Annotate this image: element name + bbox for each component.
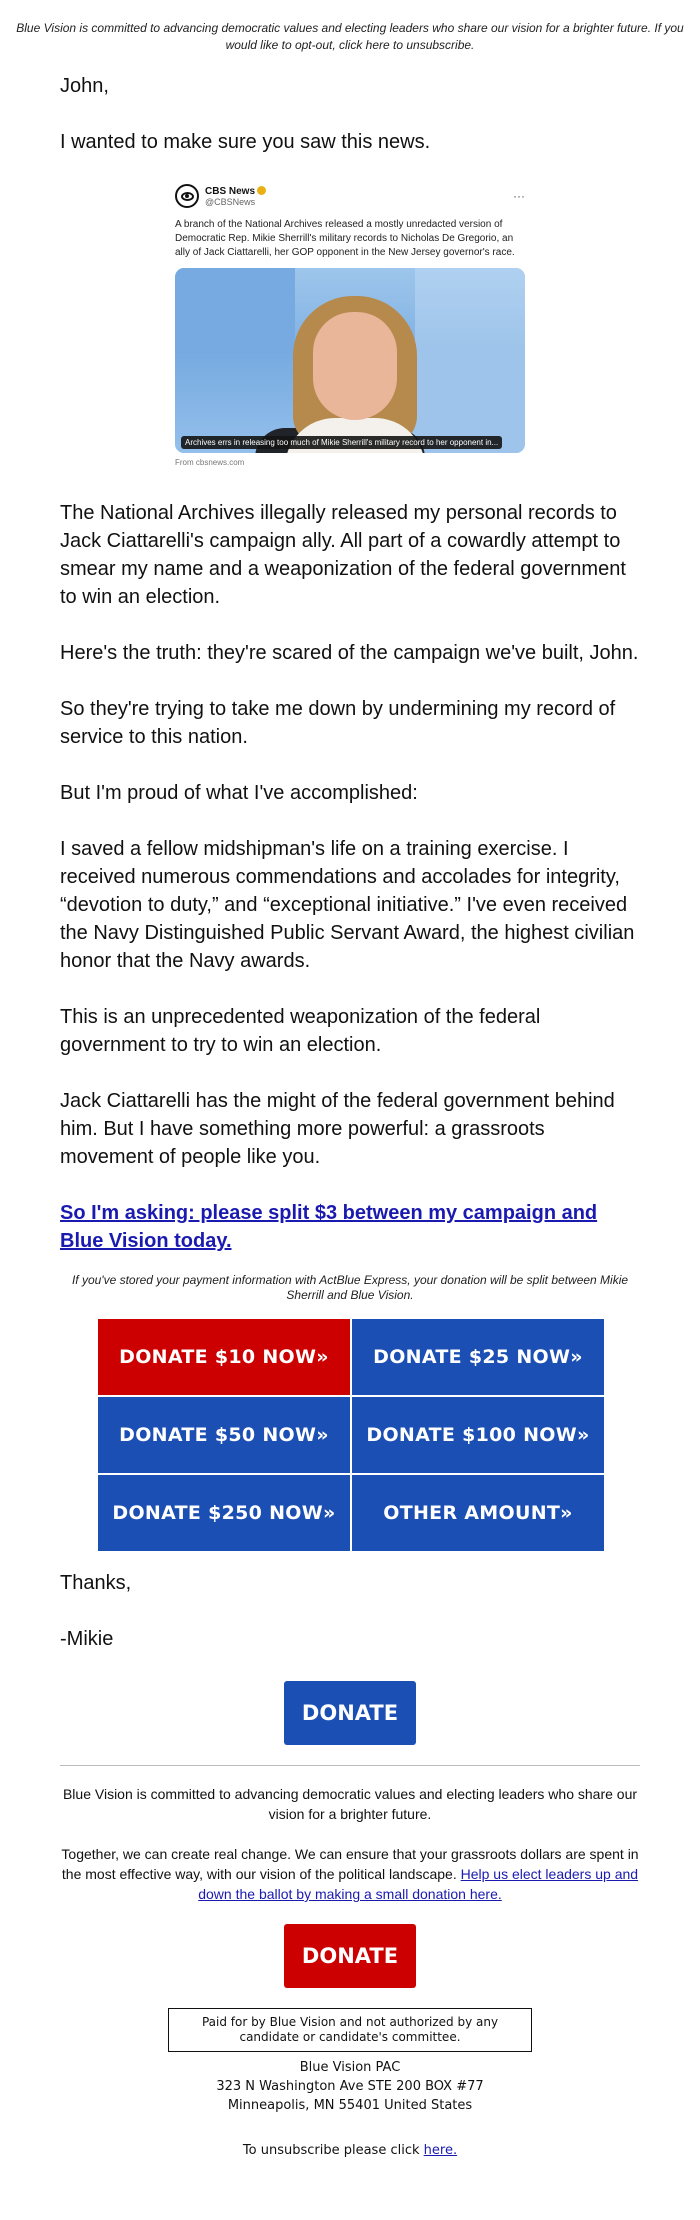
greeting: John, (60, 75, 109, 97)
body-paragraph: I saved a fellow midshipman's life on a training exercise. I received numerous commendations and accolades for integrity, “devotion to duty,” and “exceptional initiative.” I've even received the Navy Distinguished Public Servant Award, the highest civilian honor that the Navy awards. (60, 838, 635, 972)
body-paragraph: Jack Ciattarelli has the might of the federal government behind him. But I have something more powerful: a grassroots movement of people like you. (60, 1090, 615, 1168)
body-paragraph: The National Archives illegally released my personal records to Jack Ciattarelli's campaign ally. All part of a cowardly attempt to smear my name and a weaponization of the federal government to win an election. (60, 502, 626, 608)
embedded-post[interactable] (175, 184, 525, 467)
body-paragraph: But I'm proud of what I've accomplished: (60, 782, 418, 804)
intro-paragraph: I wanted to make sure you saw this news. (60, 131, 431, 153)
donate-button-grid (98, 1319, 602, 1551)
post-account-handle: @CBSNews (205, 196, 256, 207)
verified-badge-icon (257, 186, 266, 195)
post-image[interactable] (175, 268, 525, 453)
address-line: 323 N Washington Ave STE 200 BOX #77 (216, 2079, 484, 2094)
donate-25-button[interactable]: DONATE $25 NOW» (352, 1319, 604, 1395)
donate-50-button[interactable]: DONATE $50 NOW» (98, 1397, 350, 1473)
more-options-icon[interactable]: ··· (513, 189, 525, 203)
post-text: A branch of the National Archives released a mostly unredacted version of Democratic Rep. Mikie Sherrill's military records to Nicholas De Gregorio, an ally of Jack Ciattarelli, her GOP opponent in the New Jersey governor's race. (175, 219, 515, 258)
signoff: Thanks, (60, 1572, 132, 1594)
preheader: Blue Vision is committed to advancing democratic values and electing leaders who share our vision for a brighter future. If you would like to opt-out, click here to unsubscribe. (16, 21, 684, 52)
address-line: Minneapolis, MN 55401 United States (227, 2098, 473, 2113)
footer-mission: Blue Vision is committed to advancing democratic values and electing leaders who share our vision for a brighter future. (62, 1786, 638, 1822)
donate-100-button[interactable]: DONATE $100 NOW» (352, 1397, 604, 1473)
footer-donate-link[interactable]: Help us elect leaders up and down the ballot by making a small donation here. (198, 1866, 639, 1902)
donate-250-button[interactable]: DONATE $250 NOW» (98, 1475, 350, 1551)
divider (60, 1765, 640, 1766)
donate-10-button[interactable]: DONATE $10 NOW» (98, 1319, 350, 1395)
paid-for-by-box: Paid for by Blue Vision and not authorized by any candidate or candidate's committee. (168, 2008, 532, 2052)
other-amount-button[interactable]: OTHER AMOUNT» (352, 1475, 604, 1551)
footer-together: Together, we can create real change. We can ensure that your grassroots dollars are spent in the most effective way, with our vision of the political landscape. Help us elect leaders up and down the ballot by making a small donation here. (61, 1846, 639, 1902)
cbs-eye-icon (175, 184, 199, 208)
image-caption: Archives errs in releasing too much of Mikie Sherrill's military record to her opponent in... (181, 436, 502, 449)
body-paragraph: Here's the truth: they're scared of the campaign we've built, John. (60, 642, 639, 664)
mailing-address (60, 2058, 640, 2115)
body-paragraph: This is an unprecedented weaponization of the federal government to try to win an election. (60, 1006, 541, 1056)
ask-link[interactable]: So I'm asking: please split $3 between my campaign and Blue Vision today. (60, 1202, 598, 1252)
address-line: Blue Vision PAC (299, 2060, 401, 2075)
post-account-name: CBS News (205, 185, 256, 197)
footer-donate-button[interactable]: DONATE (284, 1924, 416, 1988)
post-source: From cbsnews.com (175, 458, 245, 467)
body-paragraph: So they're trying to take me down by undermining my record of service to this nation. (60, 698, 616, 748)
unsubscribe-line: To unsubscribe please click here. (242, 2143, 458, 2158)
post-header (175, 184, 525, 208)
actblue-express-note: If you've stored your payment information with ActBlue Express, your donation will be split between Mikie Sherrill and Blue Vision. (71, 1273, 629, 1302)
signature: -Mikie (60, 1628, 114, 1650)
unsubscribe-link[interactable]: here. (423, 2143, 458, 2158)
donate-button[interactable]: DONATE (284, 1681, 416, 1745)
email-body (60, 72, 640, 2158)
